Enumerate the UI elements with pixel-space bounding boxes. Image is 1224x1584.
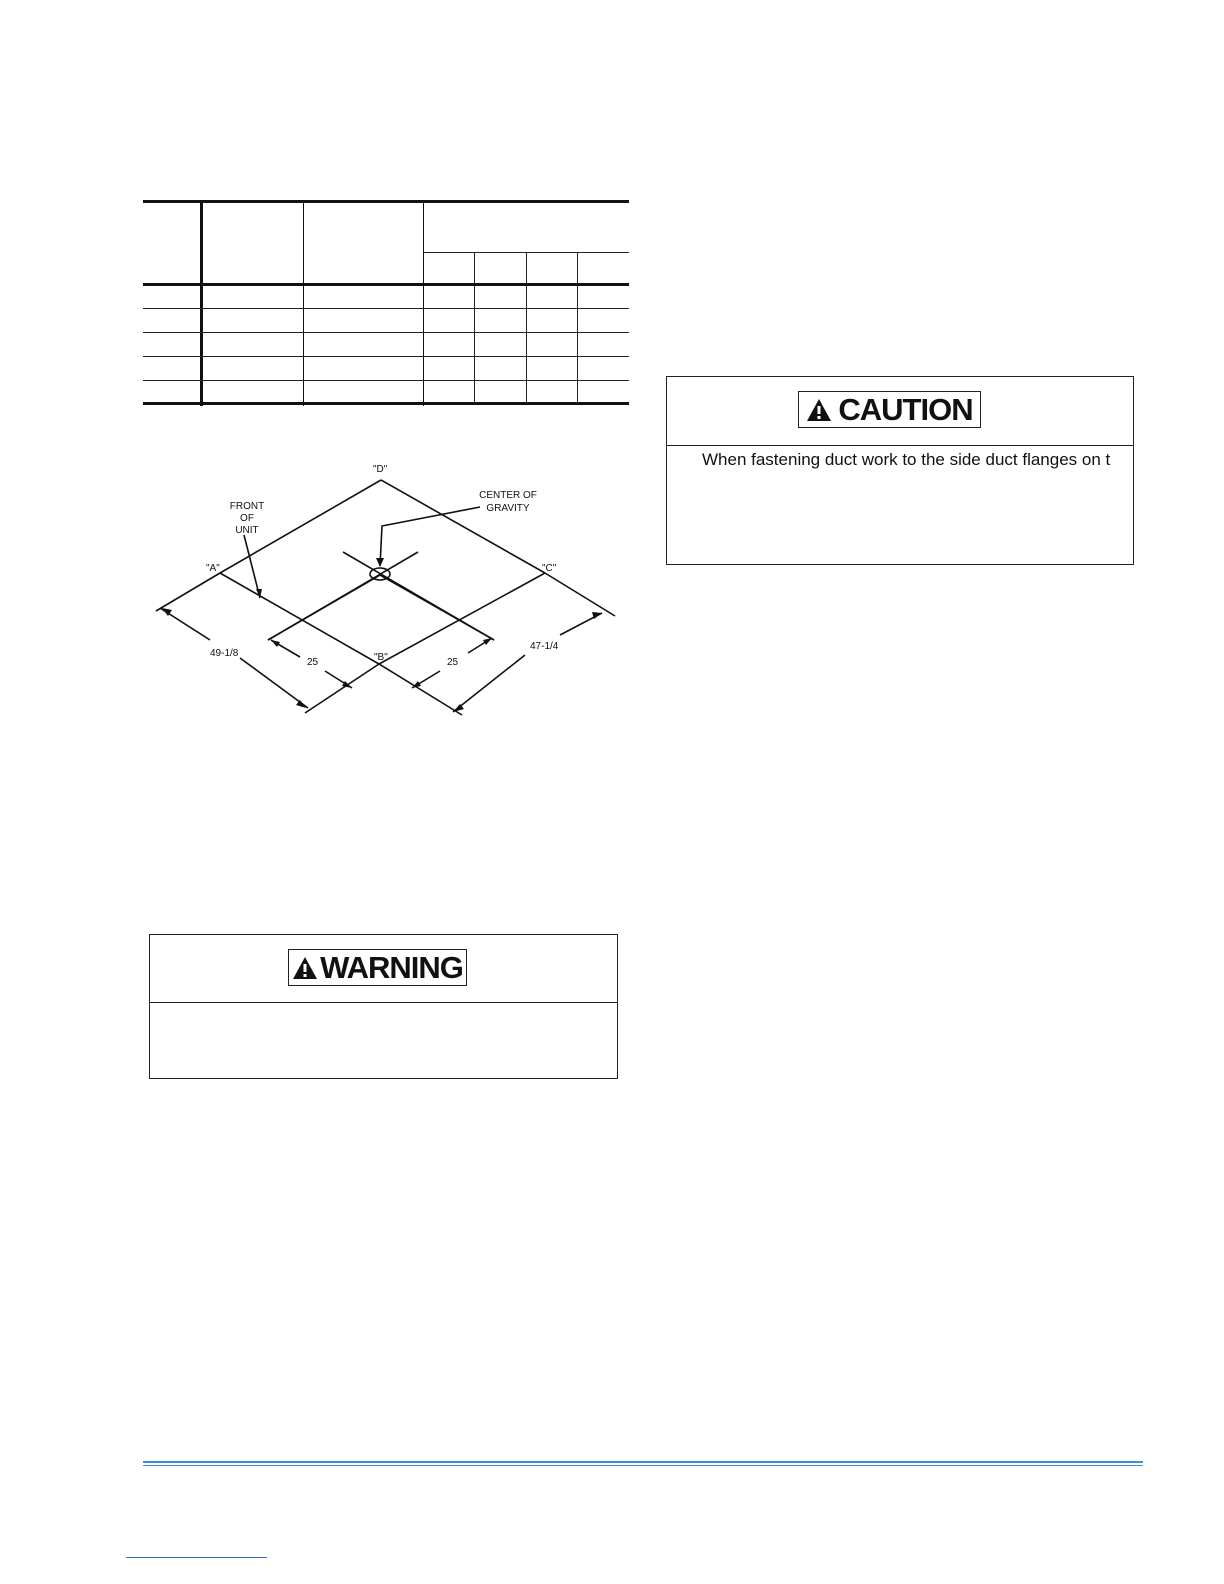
front-of-unit-label: FRONT [229,501,265,512]
warning-header [150,935,617,1003]
corner-label-d: "D" [373,464,388,475]
dimension-label-right: 47-1/4 [530,641,559,652]
dimension-label-inner-right: 25 [447,657,459,668]
warning-triangle-icon [292,956,318,980]
footer-rule [143,1461,1143,1463]
weights-table [143,200,629,406]
table-row-rule [143,332,629,333]
warning-label: WARNING [320,949,463,985]
warning-box [149,934,618,1079]
table-column-divider [423,200,424,406]
table-subcolumn-divider [577,286,578,403]
footer-link-underline [126,1557,267,1558]
caution-label: CAUTION [838,391,973,427]
warning-triangle-icon [806,398,832,422]
center-of-gravity-label: GRAVITY [486,503,530,514]
table-top-rule [143,200,629,203]
table-row-rule [143,380,629,381]
warning-signal-word [288,949,467,986]
dimension-arrowheads [162,558,602,712]
table-subcolumn-divider [474,286,475,403]
caution-box [666,376,1134,565]
front-of-unit-label: OF [240,513,254,524]
table-subcolumn-divider [526,253,527,283]
table-subcolumn-divider [526,286,527,403]
table-first-column-divider [200,200,203,406]
front-of-unit-label: UNIT [235,525,259,536]
table-subcolumn-divider [577,253,578,283]
table-header-rule [143,283,629,286]
footer-rule [143,1465,1143,1466]
corner-label-b: "B" [374,652,388,663]
caution-text: When fastening duct work to the side duct flanges on t [702,450,1111,469]
center-of-gravity-label: CENTER OF [479,490,537,501]
table-column-divider [303,200,304,406]
corner-label-c: "C" [542,563,557,574]
center-of-gravity-diagram [140,450,630,740]
corner-label-a: "A" [206,563,220,574]
caution-signal-word [798,391,981,428]
table-subcolumn-divider [474,253,475,283]
caution-header [667,377,1133,446]
table-row-rule [143,308,629,309]
dimension-label-left: 49-1/8 [210,648,239,659]
table-row-rule [143,356,629,357]
dimension-label-inner-left: 25 [307,657,319,668]
table-bottom-rule [143,402,629,405]
